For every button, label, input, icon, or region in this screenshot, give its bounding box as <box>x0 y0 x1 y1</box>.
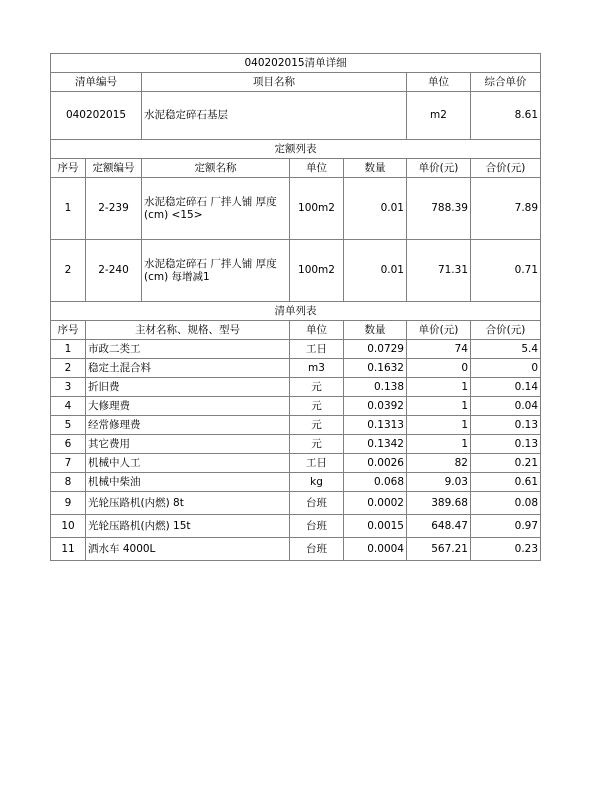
quota-code: 2-240 <box>86 240 142 302</box>
table-row <box>51 515 541 538</box>
material-unit: kg <box>290 473 344 492</box>
material-price: 1 <box>407 397 471 416</box>
material-price-header: 单价(元) <box>407 321 471 340</box>
material-qty-header: 数量 <box>344 321 407 340</box>
quota-seq: 2 <box>51 240 86 302</box>
material-price: 1 <box>407 378 471 397</box>
bill-name: 水泥稳定碎石基层 <box>142 92 407 140</box>
material-price: 648.47 <box>407 515 471 538</box>
material-total: 0.13 <box>471 416 541 435</box>
material-total: 0.13 <box>471 435 541 454</box>
bill-detail-table <box>50 53 541 561</box>
quota-row <box>51 240 541 302</box>
material-unit: 元 <box>290 397 344 416</box>
material-qty: 0.1632 <box>344 359 407 378</box>
material-seq: 1 <box>51 340 86 359</box>
quota-section-title: 定额列表 <box>51 140 541 159</box>
material-unit: 元 <box>290 416 344 435</box>
bill-unit: m2 <box>407 92 471 140</box>
material-name: 洒水车 4000L <box>86 538 290 561</box>
material-rows <box>51 340 541 561</box>
material-qty: 0.1313 <box>344 416 407 435</box>
material-price: 567.21 <box>407 538 471 561</box>
material-name: 光轮压路机(内燃) 15t <box>86 515 290 538</box>
material-total: 0.61 <box>471 473 541 492</box>
quota-seq: 1 <box>51 178 86 240</box>
material-seq: 3 <box>51 378 86 397</box>
material-unit: 工日 <box>290 340 344 359</box>
material-qty: 0.0004 <box>344 538 407 561</box>
quota-name: 水泥稳定碎石 厂拌人铺 厚度(cm) 每增减1 <box>142 240 290 302</box>
material-name-header: 主材名称、规格、型号 <box>86 321 290 340</box>
material-price: 0 <box>407 359 471 378</box>
table-title: 040202015清单详细 <box>51 54 541 73</box>
material-seq-header: 序号 <box>51 321 86 340</box>
material-seq: 9 <box>51 492 86 515</box>
material-total: 5.4 <box>471 340 541 359</box>
quota-seq-header: 序号 <box>51 159 86 178</box>
material-unit: 元 <box>290 378 344 397</box>
material-seq: 11 <box>51 538 86 561</box>
material-name: 稳定土混合料 <box>86 359 290 378</box>
quota-total: 7.89 <box>471 178 541 240</box>
material-qty: 0.0729 <box>344 340 407 359</box>
quota-qty: 0.01 <box>344 178 407 240</box>
quota-code: 2-239 <box>86 178 142 240</box>
material-price: 1 <box>407 435 471 454</box>
material-total: 0.97 <box>471 515 541 538</box>
material-total: 0.23 <box>471 538 541 561</box>
quota-unit: 100m2 <box>290 178 344 240</box>
material-name: 市政二类工 <box>86 340 290 359</box>
material-price: 389.68 <box>407 492 471 515</box>
material-name: 其它费用 <box>86 435 290 454</box>
quota-qty-header: 数量 <box>344 159 407 178</box>
quota-row <box>51 178 541 240</box>
table-row <box>51 359 541 378</box>
material-unit: m3 <box>290 359 344 378</box>
quota-code-header: 定额编号 <box>86 159 142 178</box>
quota-total-header: 合价(元) <box>471 159 541 178</box>
quota-total: 0.71 <box>471 240 541 302</box>
material-seq: 6 <box>51 435 86 454</box>
material-seq: 4 <box>51 397 86 416</box>
material-qty: 0.138 <box>344 378 407 397</box>
bill-name-header: 项目名称 <box>142 73 407 92</box>
material-total: 0.04 <box>471 397 541 416</box>
quota-price-header: 单价(元) <box>407 159 471 178</box>
quota-unit: 100m2 <box>290 240 344 302</box>
table-row <box>51 454 541 473</box>
material-qty: 0.0392 <box>344 397 407 416</box>
material-total: 0.14 <box>471 378 541 397</box>
material-seq: 8 <box>51 473 86 492</box>
table-row <box>51 340 541 359</box>
bill-code: 040202015 <box>51 92 142 140</box>
material-name: 经常修理费 <box>86 416 290 435</box>
material-total-header: 合价(元) <box>471 321 541 340</box>
bill-code-header: 清单编号 <box>51 73 142 92</box>
material-unit-header: 单位 <box>290 321 344 340</box>
material-qty: 0.0002 <box>344 492 407 515</box>
bill-unit-header: 单位 <box>407 73 471 92</box>
material-total: 0 <box>471 359 541 378</box>
material-section-title: 清单列表 <box>51 302 541 321</box>
material-unit: 元 <box>290 435 344 454</box>
quota-unit-header: 单位 <box>290 159 344 178</box>
material-price: 9.03 <box>407 473 471 492</box>
material-price: 1 <box>407 416 471 435</box>
bill-price: 8.61 <box>471 92 541 140</box>
material-qty: 0.1342 <box>344 435 407 454</box>
material-seq: 7 <box>51 454 86 473</box>
material-price: 74 <box>407 340 471 359</box>
material-qty: 0.0015 <box>344 515 407 538</box>
material-seq: 5 <box>51 416 86 435</box>
table-row <box>51 378 541 397</box>
material-unit: 台班 <box>290 515 344 538</box>
material-qty: 0.0026 <box>344 454 407 473</box>
material-name: 机械中柴油 <box>86 473 290 492</box>
quota-price: 71.31 <box>407 240 471 302</box>
material-total: 0.08 <box>471 492 541 515</box>
quota-price: 788.39 <box>407 178 471 240</box>
quota-qty: 0.01 <box>344 240 407 302</box>
material-name: 大修理费 <box>86 397 290 416</box>
quota-name: 水泥稳定碎石 厂拌人铺 厚度(cm) <15> <box>142 178 290 240</box>
material-unit: 台班 <box>290 538 344 561</box>
material-total: 0.21 <box>471 454 541 473</box>
material-seq: 10 <box>51 515 86 538</box>
material-name: 机械中人工 <box>86 454 290 473</box>
material-name: 光轮压路机(内燃) 8t <box>86 492 290 515</box>
table-row <box>51 538 541 561</box>
material-name: 折旧费 <box>86 378 290 397</box>
material-seq: 2 <box>51 359 86 378</box>
table-row <box>51 492 541 515</box>
table-row <box>51 435 541 454</box>
material-qty: 0.068 <box>344 473 407 492</box>
material-unit: 台班 <box>290 492 344 515</box>
table-row <box>51 397 541 416</box>
bill-price-header: 综合单价 <box>471 73 541 92</box>
table-row <box>51 473 541 492</box>
material-price: 82 <box>407 454 471 473</box>
table-row <box>51 416 541 435</box>
material-unit: 工日 <box>290 454 344 473</box>
quota-name-header: 定额名称 <box>142 159 290 178</box>
